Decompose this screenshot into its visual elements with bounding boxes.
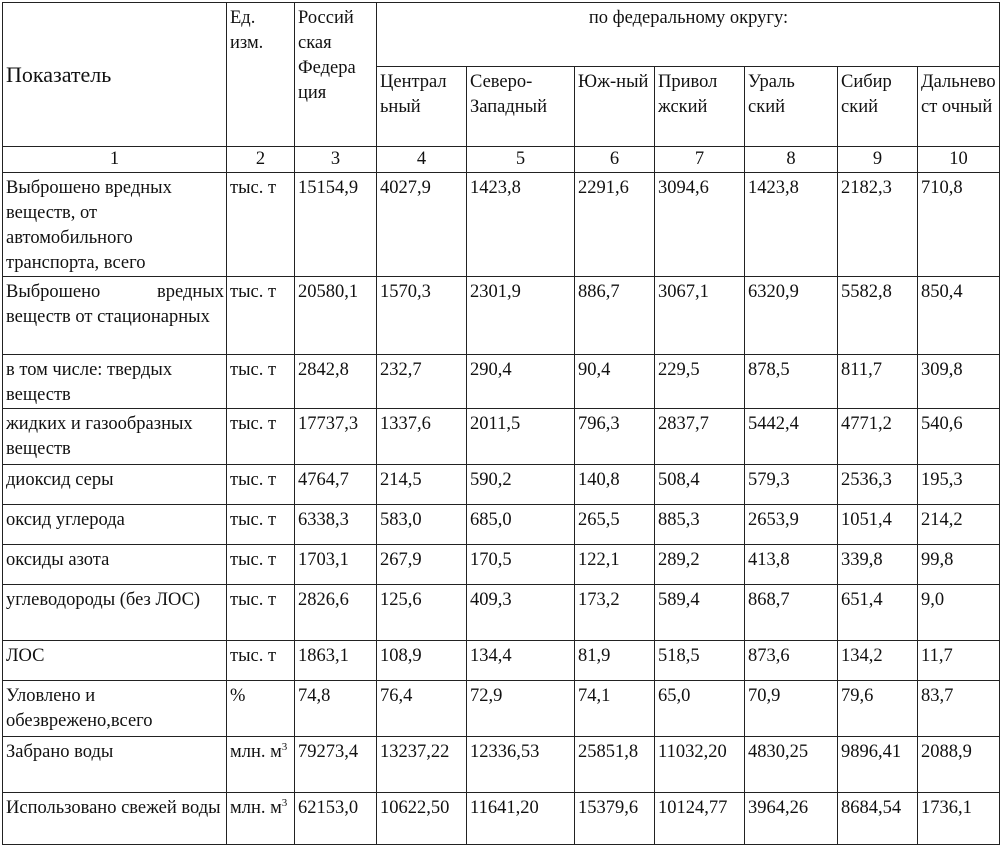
table-cell: 4027,9 [377, 173, 467, 277]
row-unit [227, 737, 295, 793]
table-cell: 83,7 [918, 681, 1000, 737]
column-number: 1 [3, 147, 227, 173]
row-indicator: ЛОС [3, 641, 227, 681]
header-district: Ураль ский [745, 67, 838, 147]
table-cell: 15379,6 [575, 793, 655, 845]
table-cell: 589,4 [655, 585, 745, 641]
table-cell: 6338,3 [295, 505, 377, 545]
table-cell: 214,2 [918, 505, 1000, 545]
table-cell: 108,9 [377, 641, 467, 681]
table-cell: 99,8 [918, 545, 1000, 585]
column-number: 8 [745, 147, 838, 173]
table-cell: 81,9 [575, 641, 655, 681]
header-unit: Ед. изм. [227, 3, 295, 147]
table-cell: 79273,4 [295, 737, 377, 793]
table-cell: 289,2 [655, 545, 745, 585]
table-cell: 3094,6 [655, 173, 745, 277]
table-cell: 62153,0 [295, 793, 377, 845]
column-number: 10 [918, 147, 1000, 173]
header-district: Северо-Западный [467, 67, 575, 147]
table-cell: 518,5 [655, 641, 745, 681]
table-cell: 229,5 [655, 355, 745, 409]
table-cell: 4830,25 [745, 737, 838, 793]
row-indicator: Выброшено вредных веществ от стационарных [3, 277, 227, 355]
table-cell: 710,8 [918, 173, 1000, 277]
table-cell: 885,3 [655, 505, 745, 545]
table-cell: 79,6 [838, 681, 918, 737]
statistics-table [2, 2, 1000, 845]
table-row [3, 355, 1000, 409]
table-cell: 2011,5 [467, 409, 575, 465]
table-cell: 290,4 [467, 355, 575, 409]
table-cell: 5442,4 [745, 409, 838, 465]
table-cell: 2536,3 [838, 465, 918, 505]
table-row [3, 681, 1000, 737]
row-indicator: в том числе: твердых веществ [3, 355, 227, 409]
table-cell: 2182,3 [838, 173, 918, 277]
table-cell: 1337,6 [377, 409, 467, 465]
table-cell: 3964,26 [745, 793, 838, 845]
header-district: Сибир ский [838, 67, 918, 147]
table-cell: 195,3 [918, 465, 1000, 505]
row-indicator: Использовано свежей воды [3, 793, 227, 845]
table-cell: 583,0 [377, 505, 467, 545]
table-row [3, 585, 1000, 641]
table-cell: 868,7 [745, 585, 838, 641]
table-cell: 796,3 [575, 409, 655, 465]
table-cell: 2653,9 [745, 505, 838, 545]
table-cell: 1703,1 [295, 545, 377, 585]
table-cell: 140,8 [575, 465, 655, 505]
row-unit-label: тыс. т [230, 590, 277, 610]
table-cell: 4764,7 [295, 465, 377, 505]
row-unit [227, 545, 295, 585]
table-cell: 4771,2 [838, 409, 918, 465]
column-number: 7 [655, 147, 745, 173]
row-indicator: диоксид серы [3, 465, 227, 505]
table-cell: 9,0 [918, 585, 1000, 641]
column-number: 5 [467, 147, 575, 173]
table-cell: 173,2 [575, 585, 655, 641]
table-cell: 1423,8 [467, 173, 575, 277]
row-unit-label: % [230, 686, 246, 706]
row-unit-label: тыс. т [230, 360, 277, 380]
table-row [3, 465, 1000, 505]
table-cell: 2291,6 [575, 173, 655, 277]
row-indicator: оксид углерода [3, 505, 227, 545]
table-cell: 170,5 [467, 545, 575, 585]
table-cell: 76,4 [377, 681, 467, 737]
row-indicator: Выброшено вредных веществ, от автомобильного транспорта, всего [3, 173, 227, 277]
row-unit-label: тыс. т [230, 282, 277, 302]
table-cell: 2826,6 [295, 585, 377, 641]
row-indicator: оксиды азота [3, 545, 227, 585]
table-cell: 886,7 [575, 277, 655, 355]
table-cell: 74,8 [295, 681, 377, 737]
row-unit [227, 277, 295, 355]
table-cell: 409,3 [467, 585, 575, 641]
table-cell: 5582,8 [838, 277, 918, 355]
table-row [3, 793, 1000, 845]
table-cell: 17737,3 [295, 409, 377, 465]
row-unit-superscript: 3 [281, 796, 288, 809]
table-cell: 70,9 [745, 681, 838, 737]
table-cell: 214,5 [377, 465, 467, 505]
header-district: Юж-ный [575, 67, 655, 147]
column-number: 4 [377, 147, 467, 173]
table-cell: 2837,7 [655, 409, 745, 465]
row-unit-label: тыс. т [230, 646, 277, 666]
table-cell: 309,8 [918, 355, 1000, 409]
column-number: 9 [838, 147, 918, 173]
table-cell: 878,5 [745, 355, 838, 409]
table-cell: 579,3 [745, 465, 838, 505]
row-unit [227, 173, 295, 277]
row-indicator: углеводороды (без ЛОС) [3, 585, 227, 641]
row-unit-label: тыс. т [230, 178, 277, 198]
header-indicator: Показатель [3, 3, 227, 147]
table-cell: 651,4 [838, 585, 918, 641]
table-cell: 134,2 [838, 641, 918, 681]
table-cell: 20580,1 [295, 277, 377, 355]
table-cell: 9896,41 [838, 737, 918, 793]
table-cell: 590,2 [467, 465, 575, 505]
row-unit-label: тыс. т [230, 414, 277, 434]
table-cell: 13237,22 [377, 737, 467, 793]
row-indicator: Забрано воды [3, 737, 227, 793]
table-cell: 15154,9 [295, 173, 377, 277]
table-cell: 1736,1 [918, 793, 1000, 845]
table-cell: 508,4 [655, 465, 745, 505]
header-district: Дальневост очный [918, 67, 1000, 147]
table-cell: 2842,8 [295, 355, 377, 409]
row-unit [227, 681, 295, 737]
table-cell: 339,8 [838, 545, 918, 585]
table-cell: 1423,8 [745, 173, 838, 277]
table-cell: 72,9 [467, 681, 575, 737]
table-row [3, 505, 1000, 545]
table-cell: 850,4 [918, 277, 1000, 355]
table-cell: 125,6 [377, 585, 467, 641]
column-number: 3 [295, 147, 377, 173]
table-cell: 232,7 [377, 355, 467, 409]
header-district: Привол жский [655, 67, 745, 147]
table-cell: 10622,50 [377, 793, 467, 845]
table-cell: 685,0 [467, 505, 575, 545]
row-unit [227, 355, 295, 409]
table-cell: 11,7 [918, 641, 1000, 681]
table-cell: 873,6 [745, 641, 838, 681]
table-row [3, 737, 1000, 793]
table-cell: 134,4 [467, 641, 575, 681]
row-indicator: жидких и газообразных веществ [3, 409, 227, 465]
table-row [3, 545, 1000, 585]
table-row [3, 277, 1000, 355]
row-unit-label: тыс. т [230, 510, 277, 530]
column-number: 6 [575, 147, 655, 173]
table-row [3, 409, 1000, 465]
table-cell: 25851,8 [575, 737, 655, 793]
row-unit [227, 505, 295, 545]
table-cell: 3067,1 [655, 277, 745, 355]
row-unit-label: тыс. т [230, 470, 277, 490]
table-cell: 2088,9 [918, 737, 1000, 793]
table-cell: 2301,9 [467, 277, 575, 355]
table-cell: 90,4 [575, 355, 655, 409]
row-unit-superscript: 3 [281, 740, 288, 753]
row-unit [227, 465, 295, 505]
table-cell: 540,6 [918, 409, 1000, 465]
row-unit [227, 585, 295, 641]
table-cell: 10124,77 [655, 793, 745, 845]
header-district: Централ ьный [377, 67, 467, 147]
table-cell: 267,9 [377, 545, 467, 585]
table-cell: 1051,4 [838, 505, 918, 545]
table-cell: 265,5 [575, 505, 655, 545]
column-number: 2 [227, 147, 295, 173]
table-cell: 11641,20 [467, 793, 575, 845]
table-cell: 1863,1 [295, 641, 377, 681]
table-cell: 811,7 [838, 355, 918, 409]
header-by-district: по федеральному округу: [377, 3, 1000, 67]
table-body [3, 173, 1000, 845]
row-unit [227, 641, 295, 681]
table-cell: 8684,54 [838, 793, 918, 845]
table-cell: 74,1 [575, 681, 655, 737]
table-row [3, 173, 1000, 277]
table-row [3, 641, 1000, 681]
column-number-row [3, 147, 1000, 173]
table-cell: 65,0 [655, 681, 745, 737]
table-cell: 1570,3 [377, 277, 467, 355]
row-indicator: Уловлено и обезврежено,всего [3, 681, 227, 737]
table-cell: 11032,20 [655, 737, 745, 793]
row-unit-label: тыс. т [230, 550, 277, 570]
table-cell: 122,1 [575, 545, 655, 585]
table-cell: 413,8 [745, 545, 838, 585]
header-russia: Россий ская Федера ция [295, 3, 377, 147]
header-row-top [3, 3, 1000, 67]
row-unit [227, 793, 295, 845]
row-unit [227, 409, 295, 465]
table-cell: 12336,53 [467, 737, 575, 793]
row-unit-label: млн. м [230, 798, 282, 818]
table-cell: 6320,9 [745, 277, 838, 355]
row-unit-label: млн. м [230, 742, 282, 762]
